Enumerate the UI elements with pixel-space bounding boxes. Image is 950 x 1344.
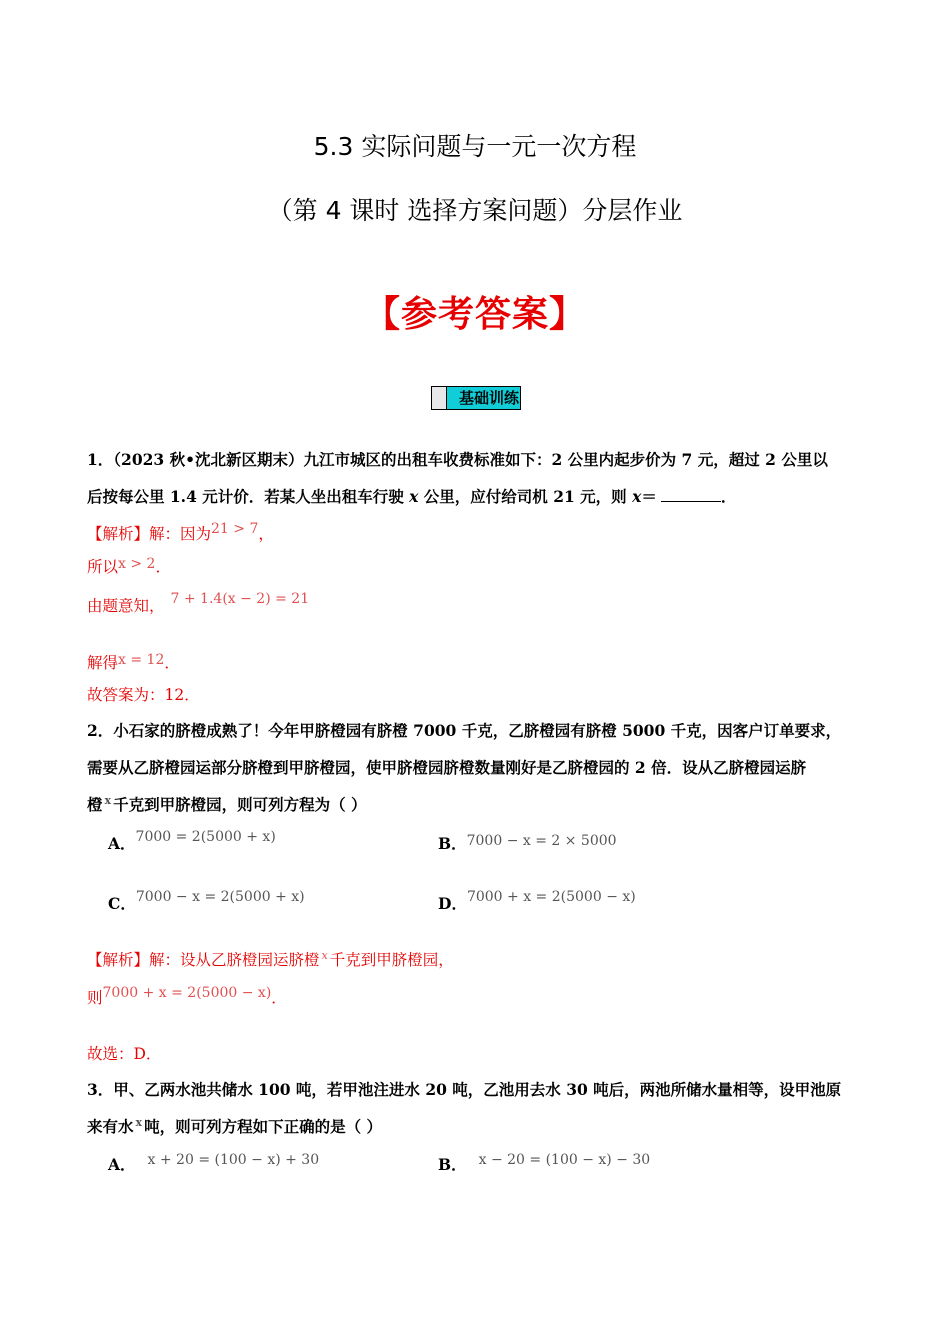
q2-line2: 需要从乙脐橙园运部分脐橙到甲脐橙园，使甲脐橙园脐橙数量刚好是乙脐橙园的 2 倍．设从乙脐橙园运脐 xyxy=(87,758,807,777)
q2-option-b-label: B． xyxy=(438,834,467,853)
q2-option-d-label: D． xyxy=(438,894,467,913)
q1-solution-2 xyxy=(87,555,171,577)
q1-sol1-text: 【解析】解：因为 xyxy=(87,525,212,543)
section-marker xyxy=(432,387,447,409)
q3-line2-a: 来有水 xyxy=(87,1117,134,1136)
q2-option-a xyxy=(108,829,276,854)
q2-sol1-a: 【解析】解：设从乙脐橙园运脐橙 xyxy=(87,951,320,969)
q1-sol3-text: 由题意知， xyxy=(87,597,165,615)
q3-line1: 3．甲、乙两水池共储水 100 吨，若甲池注进水 20 吨，乙池用去水 30 吨后，两池所储水量相等，设甲池原 xyxy=(87,1080,842,1099)
q3-option-a-math: x + 20 = (100 − x) + 30 xyxy=(147,1152,320,1168)
q2-line1: 2．小石家的脐橙成熟了！今年甲脐橙园有脐橙 7000 千克，乙脐橙园有脐橙 5000 千克，因客户订单要求， xyxy=(87,721,842,740)
q1-sol1-end: ， xyxy=(258,525,274,543)
q1-answer-blank xyxy=(661,501,721,502)
q3-option-b xyxy=(438,1153,650,1175)
q2-sol-var-x: x xyxy=(321,949,328,962)
q1-sol4-text: 解得 xyxy=(87,654,119,672)
q2-sol2-text: 则 xyxy=(87,989,103,1007)
q2-line3-b: 千克到甲脐橙园，则可列方程为（ ） xyxy=(113,795,367,814)
q1-var-x: x xyxy=(409,487,419,506)
q3-var-x: x xyxy=(135,1116,143,1129)
page-title: 5.3 实际问题与一元一次方程 xyxy=(313,132,637,161)
q2-solution-1 xyxy=(87,948,454,970)
q1-line2-b: 公里，应付给司机 21 元，则 xyxy=(418,487,633,506)
q2-solution-2 xyxy=(87,986,287,1008)
q3-line2-b: 吨，则可列方程如下正确的是（ ） xyxy=(144,1117,382,1136)
q3-option-b-math: x − 20 = (100 − x) − 30 xyxy=(478,1152,651,1168)
answer-heading: 【参考答案】 xyxy=(363,294,586,335)
q2-sol2-end: ． xyxy=(271,989,287,1007)
q1-line2-a: 后按每公里 1.4 元计价．若某人坐出租车行驶 xyxy=(87,487,410,506)
q1-line2-c: ＝ xyxy=(641,487,657,506)
q3-option-a-label: A． xyxy=(108,1155,136,1174)
q1-line2 xyxy=(87,485,736,507)
q2-option-a-math: 7000 = 2(5000 + x) xyxy=(135,829,276,845)
q2-option-c-math: 7000 − x = 2(5000 + x) xyxy=(135,889,305,905)
q1-solution-5: 故答案为：12． xyxy=(87,686,200,704)
q1-sol4-end: ． xyxy=(164,654,180,672)
q2-var-x: x xyxy=(104,794,112,807)
q1-solution-4 xyxy=(87,651,180,673)
q2-option-d xyxy=(438,889,636,914)
q2-sol1-b: 千克到甲脐橙园， xyxy=(329,951,454,969)
q3-option-a xyxy=(108,1153,319,1175)
q2-option-d-math: 7000 + x = 2(5000 − x) xyxy=(466,889,636,905)
q3-option-b-label: B． xyxy=(438,1155,467,1174)
q2-option-b-math: 7000 − x = 2 × 5000 xyxy=(466,833,617,849)
q1-sol2-math: x > 2 xyxy=(118,556,156,572)
q2-line3-a: 橙 xyxy=(87,795,103,814)
section-label-text: 基础训练 xyxy=(458,389,519,407)
page-subtitle: （第 4 课时 选择方案问题）分层作业 xyxy=(267,196,683,225)
q2-line3 xyxy=(87,793,366,815)
q1-var-x2: x xyxy=(632,487,642,506)
q1-solution-1 xyxy=(87,522,274,544)
q1-line1: 1．（2023 秋•沈北新区期末）九江市城区的出租车收费标准如下：2 公里内起步价为 7 元，超过 2 公里以 xyxy=(87,450,828,469)
q1-sol3-math: 7 + 1.4(x − 2) = 21 xyxy=(170,591,310,607)
q2-option-a-label: A． xyxy=(108,834,136,853)
section-label xyxy=(431,386,521,410)
q2-sol2-math: 7000 + x = 2(5000 − x) xyxy=(102,985,272,1001)
q1-sol1-math: 21 > 7 xyxy=(211,521,259,537)
q2-solution-3: 故选：D． xyxy=(87,1045,162,1063)
q1-sol2-text: 所以 xyxy=(87,558,119,576)
q2-option-c xyxy=(108,889,305,914)
q1-sol4-math: x = 12 xyxy=(118,652,165,668)
q1-sol2-end: ． xyxy=(155,558,171,576)
q1-solution-3 xyxy=(87,591,310,616)
q3-line2 xyxy=(87,1115,382,1137)
q2-option-b xyxy=(438,832,617,854)
q1-line2-end: ． xyxy=(720,487,737,506)
q2-option-c-label: C． xyxy=(108,894,136,913)
